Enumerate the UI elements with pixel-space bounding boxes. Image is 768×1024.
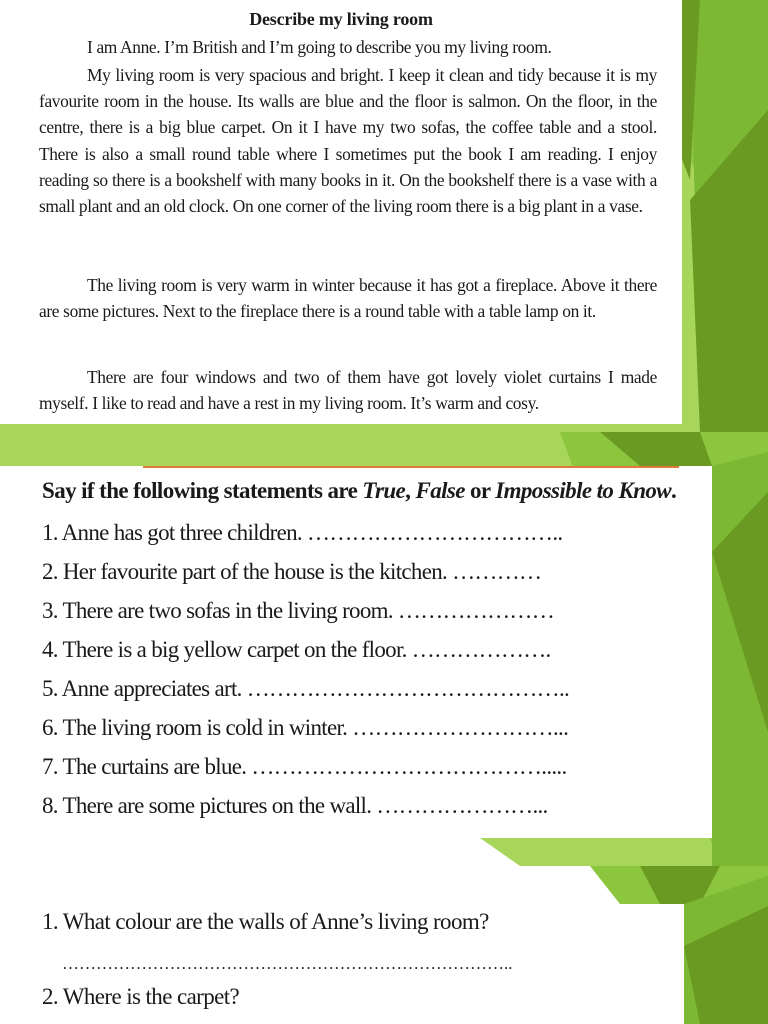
heading-true: True: [362, 478, 406, 503]
statement-2: 2. Her favourite part of the house is the kitchen. …………: [42, 559, 542, 584]
heading-start: Say if the following statements are: [42, 478, 363, 503]
statement-5: 5. Anne appreciates art. ……………………………………..: [42, 676, 570, 701]
reading-panel: [0, 0, 682, 424]
slide-questions: [0, 866, 768, 1024]
reading-title: Describe my living room: [249, 9, 433, 29]
slide-reading: [0, 0, 768, 432]
statement-8: 8. There are some pictures on the wall. …………………...: [42, 793, 548, 818]
answer-line-1: ……………………………………………………………………..: [62, 954, 513, 973]
statement-3: 3. There are two sofas in the living room. …………………: [42, 598, 555, 623]
reading-paragraph-3: The living room is very warm in winter because it has got a fireplace. Above it there are some pictures. Next to the fireplace there is a round table with a table lamp on it.: [39, 275, 657, 322]
statement-1: 1. Anne has got three children. ……………………………..: [42, 520, 563, 545]
heading-end: .: [671, 478, 677, 503]
reading-paragraph-2: My living room is very spacious and bright. I keep it clean and tidy because it is my favourite room in the house. Its walls are blue and the floor is salmon. On the floor, in the centre, there is a big blue carpet. On it I have my two sofas, the coffee table and a stool. There is also a small round table where I sometimes put the book I am reading. I enjoy reading so there is a bookshelf with many books in it. On the bookshelf there is a vase with a small plant and an old clock. On one corner of the living room there is a big plant in a vase.: [39, 65, 657, 217]
statement-6: 6. The living room is cold in winter. ………………………...: [42, 715, 569, 740]
question-1: 1. What colour are the walls of Anne’s living room?: [42, 909, 489, 934]
question-2: 2. Where is the carpet?: [42, 984, 240, 1009]
slide-true-false: [0, 432, 768, 866]
heading-sep: ,: [405, 478, 416, 503]
statement-7: 7. The curtains are blue. ………………………………….....: [42, 754, 567, 779]
exercise-heading: [42, 478, 676, 504]
statement-4: 4. There is a big yellow carpet on the floor. ……………….: [42, 637, 551, 662]
reading-paragraph-1: I am Anne. I’m British and I’m going to describe you my living room.: [87, 37, 552, 57]
heading-or: or: [464, 478, 496, 503]
orange-divider: [143, 466, 679, 468]
heading-false: False: [415, 478, 465, 503]
reading-paragraph-4: There are four windows and two of them have got lovely violet curtains I made myself. I like to read and have a rest in my living room. It’s warm and cosy.: [39, 367, 657, 414]
heading-impossible: Impossible to Know: [495, 478, 672, 503]
